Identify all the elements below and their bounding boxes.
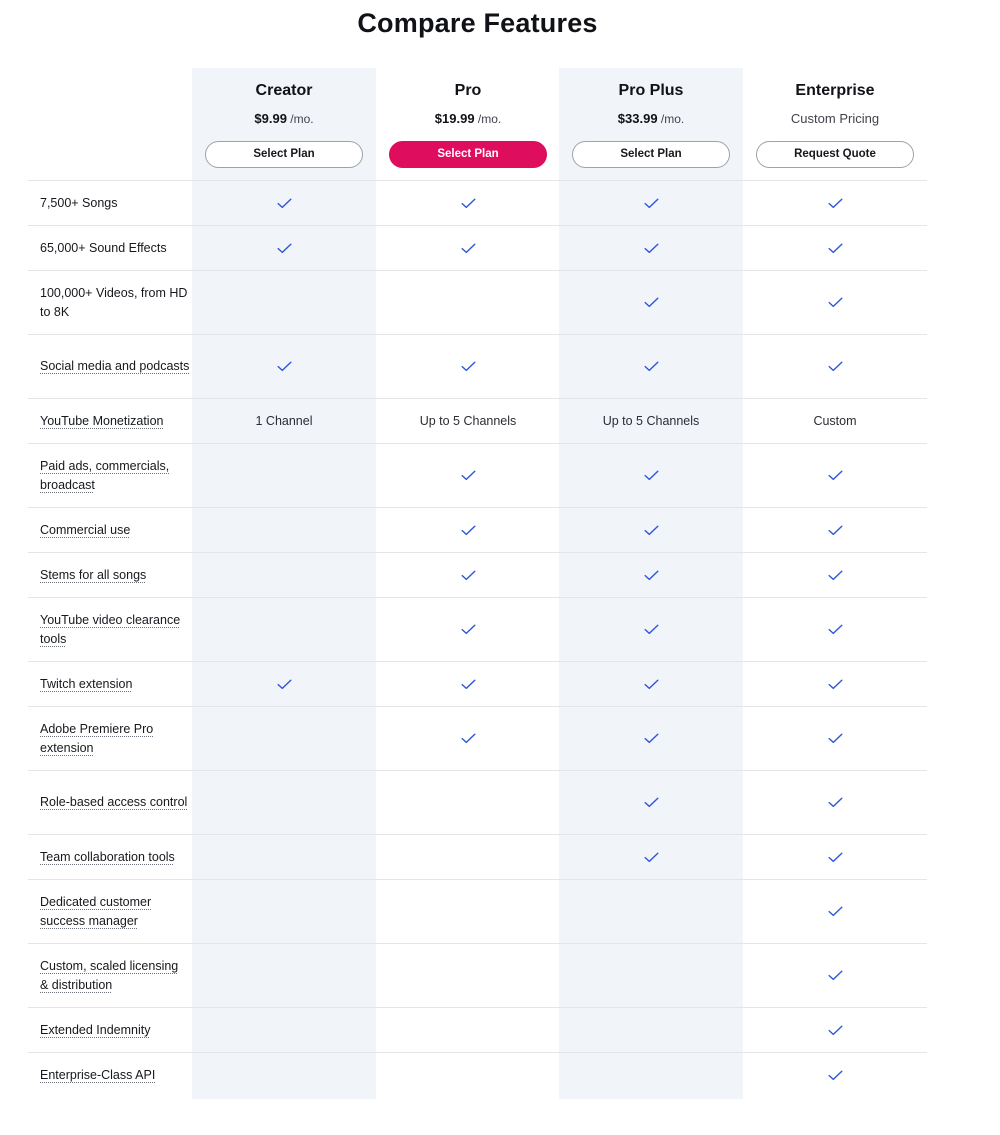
cell-enterprise	[743, 271, 927, 334]
feature-label[interactable]	[40, 662, 190, 706]
check-icon	[644, 470, 659, 481]
cell-pro	[376, 335, 560, 398]
cell-pro	[376, 1053, 560, 1097]
feature-row-commercial-use	[28, 507, 927, 552]
pro-plus-select-plan-button[interactable]: Select Plan	[572, 141, 730, 168]
check-icon	[644, 297, 659, 308]
check-icon	[277, 243, 292, 254]
cell-enterprise	[743, 444, 927, 507]
cell-pro	[376, 880, 560, 943]
cell-value-text: Custom	[813, 414, 857, 428]
feature-label[interactable]	[40, 399, 190, 443]
feature-label-text[interactable]: Stems for all songs	[40, 567, 147, 582]
cell-enterprise	[743, 1053, 927, 1097]
cell-enterprise	[743, 944, 927, 1007]
plan-price	[559, 111, 743, 126]
cell-pro-plus	[559, 662, 743, 706]
cell-pro-plus	[559, 335, 743, 398]
feature-row-social-media-and-podcasts	[28, 334, 927, 398]
feature-row-extended-indemnity	[28, 1007, 927, 1052]
check-icon	[644, 852, 659, 863]
feature-label[interactable]	[40, 444, 190, 507]
plan-header-pro	[376, 68, 560, 180]
check-icon	[461, 198, 476, 209]
pro-select-plan-button[interactable]: Select Plan	[389, 141, 547, 168]
cell-enterprise	[743, 1008, 927, 1052]
check-icon	[644, 797, 659, 808]
cell-enterprise	[743, 880, 927, 943]
cell-creator	[192, 662, 376, 706]
cell-value-text: Up to 5 Channels	[419, 414, 517, 428]
price-period: /mo.	[474, 112, 502, 126]
cell-pro-plus	[559, 1008, 743, 1052]
price-period: /mo.	[286, 112, 314, 126]
feature-label-text[interactable]: Social media and podcasts	[40, 359, 190, 373]
cell-pro	[376, 707, 560, 770]
cell-pro	[376, 662, 560, 706]
feature-label[interactable]	[40, 707, 190, 770]
feature-label-text[interactable]: Team collaboration tools	[40, 849, 175, 864]
cell-pro-plus	[559, 598, 743, 661]
cell-creator	[192, 226, 376, 270]
check-icon	[828, 1070, 843, 1081]
check-icon	[828, 1025, 843, 1036]
plan-price	[192, 111, 376, 126]
feature-label[interactable]	[40, 553, 190, 597]
cell-creator	[192, 835, 376, 879]
cell-pro	[376, 181, 560, 225]
cell-creator	[192, 880, 376, 943]
cell-enterprise	[743, 553, 927, 597]
feature-label	[40, 181, 190, 225]
cell-creator	[192, 181, 376, 225]
cell-pro-plus	[559, 226, 743, 270]
check-icon	[277, 361, 292, 372]
feature-label-text[interactable]: Commercial use	[40, 522, 131, 537]
feature-label[interactable]	[40, 771, 190, 834]
plan-name: Creator	[255, 82, 313, 99]
cell-pro	[376, 553, 560, 597]
cell-pro-plus	[559, 399, 743, 443]
enterprise-request-quote-button[interactable]: Request Quote	[756, 141, 914, 168]
feature-label-text[interactable]: Adobe Premiere Pro extension	[40, 721, 154, 755]
check-icon	[461, 243, 476, 254]
feature-row-role-based-access-control	[28, 770, 927, 834]
feature-row-paid-ads-commercials-broadcast	[28, 443, 927, 507]
check-icon	[828, 733, 843, 744]
cell-pro-plus	[559, 944, 743, 1007]
feature-row-dedicated-customer-success-manager	[28, 879, 927, 943]
cell-enterprise	[743, 662, 927, 706]
feature-label[interactable]	[40, 1053, 190, 1097]
page-title: Compare Features	[357, 8, 598, 38]
cell-creator	[192, 1053, 376, 1097]
cell-creator	[192, 707, 376, 770]
check-icon	[461, 361, 476, 372]
feature-row-7-500-songs	[28, 180, 927, 225]
cell-creator	[192, 335, 376, 398]
cell-pro	[376, 444, 560, 507]
cell-creator	[192, 944, 376, 1007]
feature-row-stems-for-all-songs	[28, 552, 927, 597]
cell-creator	[192, 598, 376, 661]
feature-label[interactable]	[40, 880, 190, 943]
check-icon	[644, 733, 659, 744]
feature-label-text[interactable]: Paid ads, commercials, broadcast	[40, 458, 170, 492]
cell-value-text: 1 Channel	[255, 414, 313, 428]
feature-row-twitch-extension	[28, 661, 927, 706]
custom-pricing-label: Custom Pricing	[790, 111, 880, 126]
feature-label-text[interactable]: Role-based access control	[40, 795, 188, 809]
feature-label[interactable]	[40, 944, 190, 1007]
cell-pro-plus	[559, 771, 743, 834]
cell-enterprise	[743, 598, 927, 661]
check-icon	[461, 570, 476, 581]
cell-pro-plus	[559, 1053, 743, 1097]
cell-enterprise	[743, 399, 927, 443]
cell-enterprise	[743, 771, 927, 834]
cell-value-text: Up to 5 Channels	[602, 414, 700, 428]
feature-row-youtube-monetization	[28, 398, 927, 443]
cell-creator	[192, 553, 376, 597]
feature-row-adobe-premiere-pro-extension	[28, 706, 927, 770]
check-icon	[828, 525, 843, 536]
feature-row-team-collaboration-tools	[28, 834, 927, 879]
feature-label-text[interactable]: YouTube video clearance tools	[40, 612, 181, 646]
check-icon	[461, 624, 476, 635]
feature-label-text[interactable]: YouTube Monetization	[40, 413, 164, 428]
plan-price	[743, 111, 927, 126]
check-icon	[828, 797, 843, 808]
cell-pro	[376, 271, 560, 334]
price-amount: $19.99	[434, 111, 475, 126]
check-icon	[828, 297, 843, 308]
feature-label-text[interactable]: Extended Indemnity	[40, 1022, 151, 1037]
plan-name: Enterprise	[795, 82, 875, 99]
cell-enterprise	[743, 335, 927, 398]
cell-enterprise	[743, 508, 927, 552]
plan-header-pro-plus	[559, 68, 743, 180]
feature-label-text: 100,000+ Videos, from HD to 8K	[40, 285, 188, 319]
check-icon	[644, 198, 659, 209]
check-icon	[461, 679, 476, 690]
cell-pro-plus	[559, 508, 743, 552]
cell-pro	[376, 1008, 560, 1052]
cell-pro	[376, 835, 560, 879]
feature-row-custom-scaled-licensing-and-distribution	[28, 943, 927, 1007]
price-amount: $33.99	[617, 111, 658, 126]
feature-label[interactable]	[40, 508, 190, 552]
check-icon	[644, 679, 659, 690]
cell-enterprise	[743, 707, 927, 770]
feature-label-text[interactable]: Dedicated customer success manager	[40, 894, 152, 928]
check-icon	[644, 624, 659, 635]
cell-pro-plus	[559, 181, 743, 225]
cell-creator	[192, 771, 376, 834]
feature-label-text: 65,000+ Sound Effects	[40, 240, 167, 255]
cell-enterprise	[743, 181, 927, 225]
feature-label-text[interactable]: Enterprise-Class API	[40, 1067, 156, 1082]
feature-label-text: 7,500+ Songs	[40, 195, 118, 210]
check-icon	[828, 906, 843, 917]
feature-label	[40, 271, 190, 334]
feature-label[interactable]	[40, 835, 190, 879]
check-icon	[828, 198, 843, 209]
cell-pro	[376, 399, 560, 443]
check-icon	[828, 624, 843, 635]
cell-creator	[192, 399, 376, 443]
cell-creator	[192, 1008, 376, 1052]
check-icon	[461, 525, 476, 536]
cell-pro-plus	[559, 444, 743, 507]
plan-header-enterprise	[743, 68, 927, 180]
check-icon	[277, 679, 292, 690]
check-icon	[828, 243, 843, 254]
check-icon	[828, 852, 843, 863]
cell-creator	[192, 271, 376, 334]
check-icon	[644, 243, 659, 254]
check-icon	[828, 470, 843, 481]
cell-pro-plus	[559, 553, 743, 597]
cell-enterprise	[743, 226, 927, 270]
feature-label-text[interactable]: Twitch extension	[40, 676, 133, 691]
feature-row-youtube-video-clearance-tools	[28, 597, 927, 661]
plan-name: Pro Plus	[618, 82, 684, 99]
cell-pro-plus	[559, 835, 743, 879]
cell-creator	[192, 444, 376, 507]
feature-label[interactable]	[40, 335, 190, 398]
cell-enterprise	[743, 835, 927, 879]
feature-label[interactable]	[40, 598, 190, 661]
cell-pro	[376, 598, 560, 661]
cell-pro-plus	[559, 271, 743, 334]
feature-label-text[interactable]: Custom, scaled licensing & distribution	[40, 958, 179, 992]
cell-pro-plus	[559, 880, 743, 943]
check-icon	[461, 733, 476, 744]
cell-pro	[376, 944, 560, 1007]
plan-header-creator	[192, 68, 376, 180]
plan-price	[376, 111, 560, 126]
feature-row-65-000-sound-effects	[28, 225, 927, 270]
feature-row-100-000-videos-from-hd-to-8k	[28, 270, 927, 334]
price-amount: $9.99	[254, 111, 287, 126]
feature-label[interactable]	[40, 1008, 190, 1052]
cell-pro	[376, 771, 560, 834]
feature-label	[40, 226, 190, 270]
check-icon	[644, 361, 659, 372]
check-icon	[644, 525, 659, 536]
cell-creator	[192, 508, 376, 552]
price-period: /mo.	[657, 112, 685, 126]
check-icon	[828, 970, 843, 981]
feature-row-enterprise-class-api	[28, 1052, 927, 1097]
cell-pro	[376, 508, 560, 552]
check-icon	[644, 570, 659, 581]
check-icon	[277, 198, 292, 209]
check-icon	[828, 361, 843, 372]
check-icon	[461, 470, 476, 481]
feature-table	[28, 180, 927, 1097]
creator-select-plan-button[interactable]: Select Plan	[205, 141, 363, 168]
cell-pro	[376, 226, 560, 270]
check-icon	[828, 679, 843, 690]
plan-name: Pro	[454, 82, 482, 99]
cell-pro-plus	[559, 707, 743, 770]
check-icon	[828, 570, 843, 581]
